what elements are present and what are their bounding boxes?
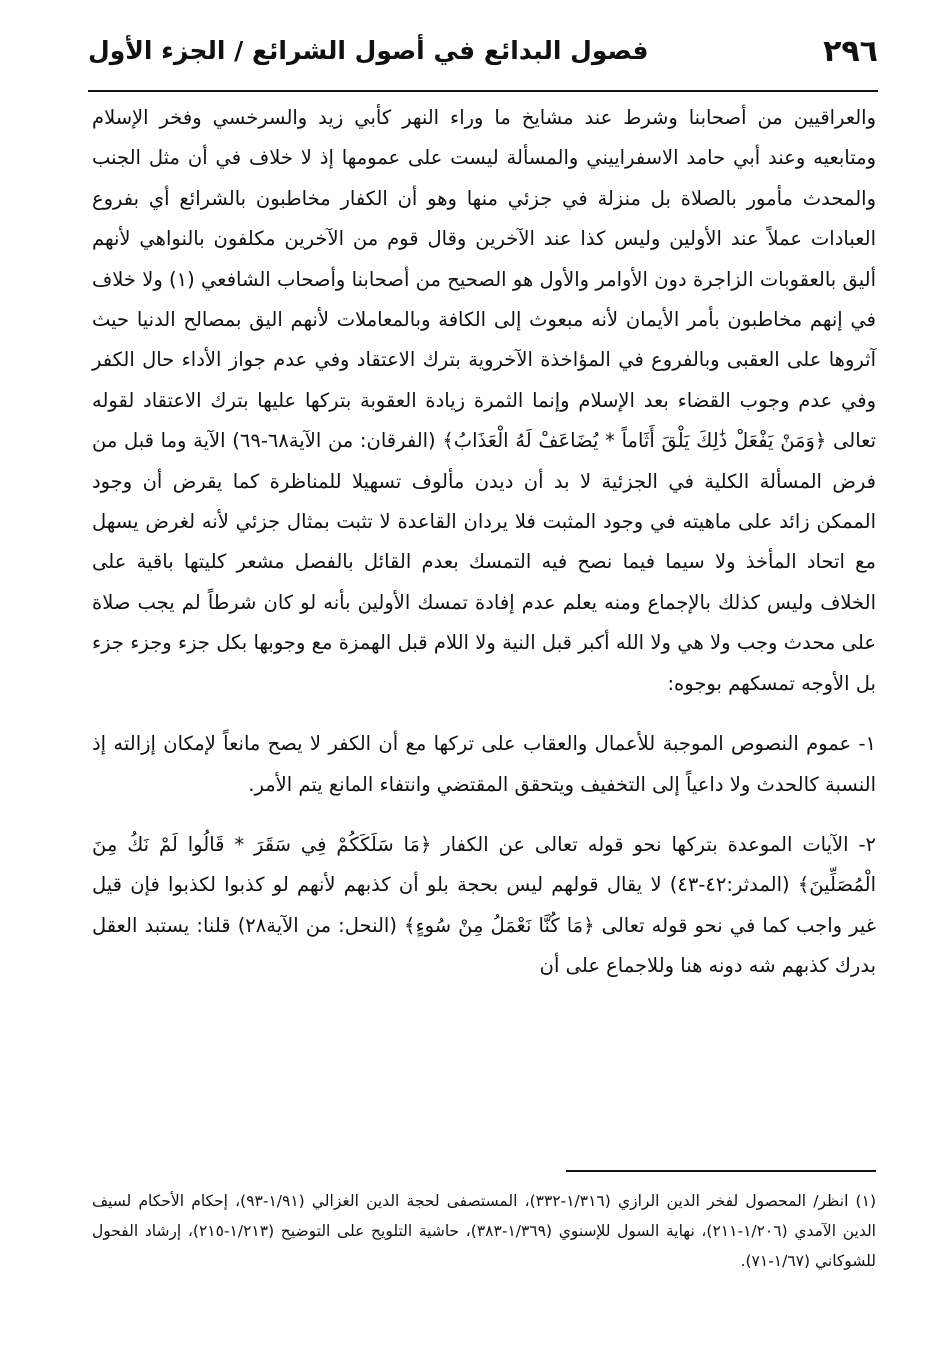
footnote-divider xyxy=(566,1170,876,1172)
page-number: ٢٩٦ xyxy=(823,34,878,69)
main-text xyxy=(92,98,876,987)
paragraph: والعراقيين من أصحابنا وشرط عند مشايخ ما وراء النهر كأبي زيد والسرخسي وفخر الإسلام ومتابعيه وعند أبي حامد الاسفراييني والمسألة ليست على عمومها إذ لا خلاف في أن مثل الجنب والمحدث مأمور بالصلاة بل منزلة في جزئي منها وهو أن الكفار مخاطبون بالشرائع أي بفروع العبادات عملاً عند الأولين وليس كذا عند الآخرين وقال قوم من الآخرين مكلفون بالنواهي لأنهم أليق بالعقوبات الزاجرة دون الأوامر والأول هو الصحيح من أصحابنا وأصحاب الشافعي (١) ولا خلاف في إنهم مخاطبون بأمر الأيمان لأنه مبعوث إلى الكافة وبالمعاملات لأنهم اليق بمصالح الدنيا حيث آثروها على العقبى وبالفروع في المؤاخذة الآخروية بترك الاعتقاد وفي عدم جواز الأداء حال الكفر وفي عدم وجوب القضاء بعد الإسلام وإنما الثمرة زيادة العقوبة بتركها عليها بترك الاعتقاد لقوله تعالى ﴿وَمَنْ يَفْعَلْ ذَٰلِكَ يَلْقَ أَثَاماً * يُضَاعَفْ لَهُ الْعَذَابُ﴾ (الفرقان: من الآية٦٨-٦٩) الآية وما قبل من فرض المسألة الكلية في الجزئية لا بد أن ديدن مألوف تسهيلا للمناظرة كما يقرض أن وجود الممكن زائد على ماهيته في وجود المثبت فلا يردان القاعدة لا تثبت بمثال جزئي لأنه لغرض يسهل مع اتحاد المأخذ ولا سيما فيما نصح فيه التمسك بعدم القائل بالفصل مشعر كليتها باقية على الخلاف وليس كذلك بالإجماع ومنه يعلم عدم إفادة تمسك الأولين بأنه لو كان شرطاً لم يجب صلاة على محدث وجب ولا هي ولا الله أكبر قبل النية ولا اللام قبل الهمزة مع وجوبها بكل جزء وجزء جزء بل الأوجه تمسكهم بوجوه: xyxy=(92,106,877,695)
page-header xyxy=(88,28,878,84)
header-divider xyxy=(88,90,878,92)
paragraph: ٢- الآيات الموعدة بتركها نحو قوله تعالى عن الكفار ﴿مَا سَلَكَكُمْ فِي سَقَرَ * قَالُوا لَمْ نَكُ مِنَ الْمُصَلِّينَ﴾ (المدثر:٤٢-٤٣) لا يقال قولهم ليس بحجة بلو أن كذبهم لأنهم لو كذبوا لكذبوا فإن قيل غير واجب كما في نحو قوله تعالى ﴿مَا كُنَّا نَعْمَلُ مِنْ سُوءٍ﴾ (النحل: من الآية٢٨) قلنا: يستبد العقل بدرك كذبهم شه دونه هنا وللاجماع على أن xyxy=(92,832,876,978)
paragraph: ١- عموم النصوص الموجبة للأعمال والعقاب على تركها مع أن الكفر لا يصح مانعاً لإمكان إزالته إذ النسبة كالحدث ولا داعياً إلى التخفيف ويتحقق المقتضي وانتفاء المانع يتم الأمر. xyxy=(92,732,876,796)
footnote: (١) انظر/ المحصول لفخر الدين الرازي (١/٣١٦-٣٣٢)، المستصفى لحجة الدين الغزالي (١/٩١-٩٣)، إحكام الأحكام لسيف الدين الآمدي (١/٢٠٦-٢١١)، نهاية السول للإسنوي (١/٣٦٩-٣٨٣)، حاشية التلويح على التوضيح (١/٢١٣-٢١٥)، إرشاد الفحول للشوكاني (١/٦٧-٧١). xyxy=(92,1192,876,1270)
footnotes xyxy=(92,1186,876,1276)
running-title: فصول البدائع في أصول الشرائع / الجزء الأول xyxy=(88,36,649,65)
